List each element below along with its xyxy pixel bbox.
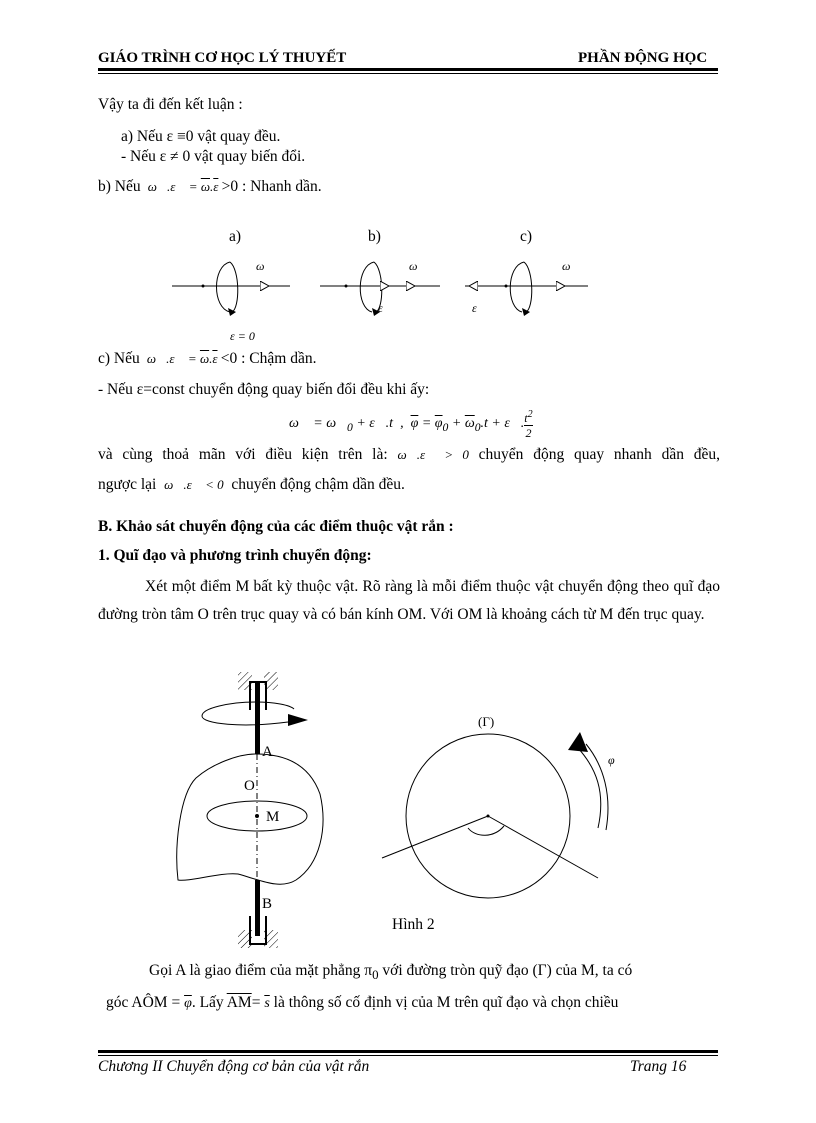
omega-label-c: ω	[562, 259, 571, 273]
case-b-prefix: b) Nếu	[98, 178, 141, 195]
header-rule	[98, 68, 718, 71]
header-title: GIÁO TRÌNH CƠ HỌC LÝ THUYẾT	[98, 50, 347, 66]
footer-chapter: Chương II Chuyển động cơ bản của vật rắn	[98, 1058, 370, 1075]
arc-am: $\overline{AM}$	[226, 994, 252, 1011]
rotation-arrow-icon	[288, 714, 308, 726]
paragraph-2-sub: 0	[372, 967, 379, 983]
section-b-title: B. Khảo sát chuyển động của các điểm thuộc vật rắn :	[98, 518, 454, 535]
axis-shaft-top	[255, 682, 260, 754]
case-a-diagram	[172, 262, 290, 316]
header-section: PHẦN ĐỘNG HỌC	[578, 50, 708, 66]
paragraph-3-b: . Lấy	[191, 994, 224, 1011]
case-a-line1: a) Nếu ε ≡0 vật quay đều.	[121, 128, 281, 145]
omega-label-b: ω	[409, 259, 418, 273]
fig1-label-b: b)	[368, 228, 381, 245]
paragraph-3-c: là thông số cố định vị của M trên quĩ đạo và chọn chiều	[273, 994, 619, 1011]
condition-prefix: và cùng thoả mãn với điều kiện trên là:	[98, 446, 388, 463]
case-a-line2: - Nếu ε ≠ 0 vật quay biến đổi.	[121, 148, 306, 165]
header-rule-thin	[98, 73, 718, 74]
const-line: - Nếu ε=const chuyển động quay biến đổi đều khi ấy:	[98, 381, 430, 398]
case-c-line: c) Nếu ω⃗.ε⃗ = $\overline{\omega}.\overline{\varepsilon} <0$ : Chậm dần.	[98, 350, 317, 367]
case-b-suffix: >0 : Nhanh dần.	[221, 178, 322, 195]
uniform-rotation-equation: ω⃗ = $\omega⃗_0$ + ε⃗.t , $\overline{\varphi} = \overline{\varphi}_0 + \overline{\omega}_0.t$ + ε⃗. $\frac{t^2}{2}$	[289, 409, 533, 440]
label-M: M	[266, 809, 280, 825]
paragraph-2	[149, 962, 632, 983]
phi-direction-arrow-icon	[568, 732, 588, 752]
label-phi: φ	[608, 753, 615, 767]
rigid-body-outline	[177, 754, 323, 884]
label-gamma: (Γ)	[478, 714, 495, 729]
label-A: A	[262, 744, 273, 760]
opposite-line: ngược lại ω⃗.ε⃗ < 0 chuyển động chậm dần đều.	[98, 476, 405, 493]
paragraph-1: Xét một điểm M bất kỳ thuộc vật. Rõ ràng là mỗi điểm thuộc vật chuyển động theo quĩ đạo đường tròn tâm O trên trục quay và có bán kính OM. Với OM là khoảng cách từ M đến trục quay.	[98, 578, 720, 623]
section-1-title: 1. Quĩ đạo và phương trình chuyển động:	[98, 547, 372, 564]
paragraph-2-a: Gọi A là giao điểm của mặt phẳng π	[149, 962, 373, 979]
radius-line-2	[488, 816, 598, 878]
epsilon-label-b: ε	[378, 301, 383, 315]
paragraph-2-b: với đường tròn quỹ đạo (Γ) của M, ta có	[378, 962, 633, 979]
axis-shaft-bottom	[255, 880, 260, 936]
fig1-label-a: a)	[229, 228, 242, 245]
paragraph-3-eq: =	[251, 994, 261, 1011]
epsilon-zero-label: ε = 0	[230, 329, 255, 343]
label-B: B	[262, 896, 273, 912]
condition-mid: chuyển động quay nhanh dần đều,	[478, 446, 721, 463]
rotation-cases-figure	[160, 250, 620, 350]
footer-rule	[98, 1050, 718, 1053]
footer-rule-thin	[98, 1055, 718, 1056]
opposite-prefix: ngược lại	[98, 476, 157, 493]
condition-line: và cùng thoả mãn với điều kiện trên là: ω⃗.ε⃗ > 0 chuyển động quay nhanh dần đều,	[98, 446, 721, 463]
footer-page-number: Trang 16	[630, 1058, 687, 1075]
radius-line-1	[382, 816, 488, 858]
fig1-label-c: c)	[520, 228, 533, 245]
bottom-bearing-hatch-left	[238, 930, 252, 948]
rigid-body-rotation-figure	[160, 668, 640, 958]
omega-label-a: ω	[256, 259, 265, 273]
conclusion-intro: Vậy ta đi đến kết luận :	[98, 96, 243, 113]
epsilon-label-c: ε	[472, 301, 477, 315]
paragraph-3: góc AÔM = $\overline{\varphi}$. Lấy $\overline{AM}= \overline{s}$ là thông số cố định vị của M trên quĩ đạo và chọn chiều	[106, 994, 619, 1011]
case-b-line: b) Nếu ω⃗.ε⃗ = $\overline{\omega}.\overline{\varepsilon} >0$ : Nhanh dần.	[98, 178, 322, 195]
angle-arc	[468, 826, 504, 835]
label-O: O	[244, 778, 255, 794]
opposite-suffix: chuyển động chậm dần đều.	[231, 476, 405, 493]
paragraph-3-a: góc AÔM =	[106, 994, 181, 1011]
bottom-bearing-hatch-right	[264, 930, 278, 948]
case-c-prefix: c) Nếu	[98, 350, 140, 367]
figure-2-caption: Hình 2	[392, 916, 435, 933]
case-c-suffix: <0 : Chậm dần.	[220, 350, 317, 367]
